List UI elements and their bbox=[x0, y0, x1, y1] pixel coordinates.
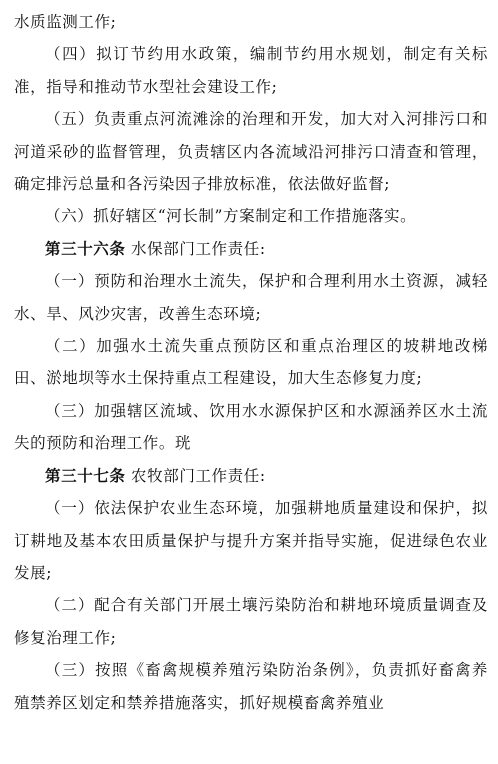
paragraph-text: （二）加强水土流失重点预防区和重点治理区的坡耕地改梯田、淤地坝等水土保持重点工程建设，加大生态修复力度; bbox=[14, 337, 488, 388]
paragraph-7 bbox=[14, 330, 488, 395]
article-heading: 第三十七条 bbox=[45, 466, 126, 485]
paragraph-text: （二）配合有关部门开展土壤污染防治和耕地环境质量调查及修复治理工作; bbox=[14, 596, 488, 647]
paragraph-12 bbox=[14, 654, 488, 719]
paragraph-2 bbox=[14, 38, 488, 103]
paragraph-text: （四）拟订节约用水政策，编制节约用水规划，制定有关标准，指导和推动节水型社会建设工作; bbox=[14, 45, 488, 96]
paragraph-11 bbox=[14, 589, 488, 654]
paragraph-1 bbox=[14, 6, 488, 38]
article-37 bbox=[14, 460, 488, 492]
paragraph-text: 水质监测工作; bbox=[14, 13, 117, 31]
paragraph-text: 水保部门工作责任: bbox=[131, 239, 266, 258]
paragraph-text: （三）按照《畜禽规模养殖污染防治条例》，负责抓好畜禽养殖禁养区划定和禁养措施落实，抓好规模畜禽养殖业 bbox=[14, 661, 488, 712]
paragraph-8 bbox=[14, 395, 488, 460]
article-36 bbox=[14, 233, 488, 265]
paragraph-4 bbox=[14, 200, 488, 232]
paragraph-10 bbox=[14, 492, 488, 589]
paragraph-text: （一）预防和治理水土流失，保护和合理利用水土资源，减轻水、旱、风沙灾害，改善生态环境; bbox=[14, 272, 488, 323]
paragraph-3 bbox=[14, 103, 488, 200]
paragraph-text: （六）抓好辖区“河长制”方案制定和工作措施落实。 bbox=[45, 207, 417, 226]
paragraph-6 bbox=[14, 265, 488, 330]
paragraph-text: （三）加强辖区流域、饮用水水源保护区和水源涵养区水土流失的预防和治理工作。珖 bbox=[14, 401, 488, 453]
paragraph-text: （五）负责重点河流滩涂的治理和开发，加大对入河排污口和河道采砂的监督管理，负责辖区内各流域沿河排污口清查和管理，确定排污总量和各污染因子排放标准，依法做好监督; bbox=[14, 110, 488, 194]
paragraph-text: 农牧部门工作责任: bbox=[131, 466, 266, 485]
article-heading: 第三十六条 bbox=[45, 239, 126, 258]
paragraph-text: （一）依法保护农业生态环境，加强耕地质量建设和保护，拟订耕地及基本农田质量保护与提升方案并指导实施，促进绿色农业发展; bbox=[14, 499, 488, 582]
